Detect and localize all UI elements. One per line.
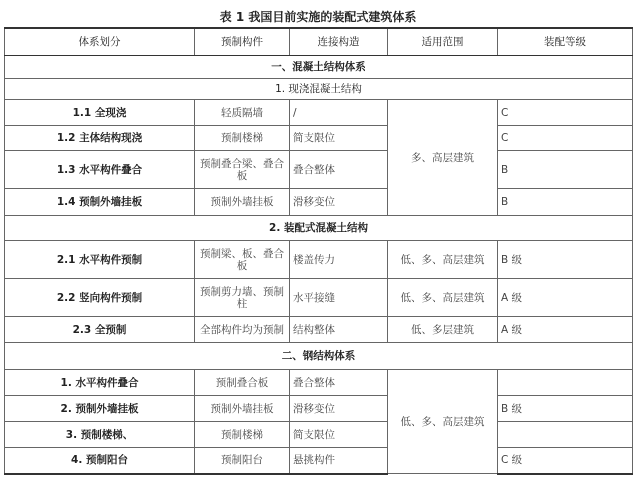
component-cell: 预制外墙挂板 (195, 396, 290, 422)
connection-cell: 结构整体 (290, 317, 388, 343)
table-row (5, 241, 633, 279)
component-cell: 预制剪力墙、预制柱 (195, 279, 290, 317)
table-row (5, 100, 633, 126)
grade-cell: C (498, 126, 633, 151)
header-component: 预制构件 (195, 28, 290, 56)
system-cell: 1.3 水平构件叠合 (5, 151, 195, 189)
assembly-system-table (4, 27, 633, 475)
header-scope: 适用范围 (388, 28, 498, 56)
grade-cell: C 级 (498, 448, 633, 474)
table-row (5, 396, 633, 422)
header-connection: 连接构造 (290, 28, 388, 56)
component-cell: 预制楼梯 (195, 422, 290, 448)
subsection-heading-cast-in-place: 1. 现浇混凝土结构 (5, 79, 633, 100)
component-cell: 全部构件均为预制 (195, 317, 290, 343)
scope-cell: 低、多、高层建筑 (388, 279, 498, 317)
component-cell: 轻质隔墙 (195, 100, 290, 126)
table-row (5, 422, 633, 448)
grade-cell: B 级 (498, 396, 633, 422)
connection-cell: 滑移变位 (290, 396, 388, 422)
system-cell: 2.3 全预制 (5, 317, 195, 343)
system-cell: 3. 预制楼梯、 (5, 422, 195, 448)
system-cell: 1. 水平构件叠合 (5, 370, 195, 396)
header-row (5, 28, 633, 56)
system-cell: 1.4 预制外墙挂板 (5, 189, 195, 216)
connection-cell: 水平接缝 (290, 279, 388, 317)
subsection-heading-prefab: 2. 装配式混凝土结构 (5, 216, 633, 241)
grade-cell: B (498, 189, 633, 216)
component-cell: 预制外墙挂板 (195, 189, 290, 216)
grade-cell: B (498, 151, 633, 189)
system-cell: 1.2 主体结构现浇 (5, 126, 195, 151)
table-row (5, 448, 633, 474)
grade-cell: A 级 (498, 317, 633, 343)
system-cell: 1.1 全现浇 (5, 100, 195, 126)
component-cell: 预制梁、板、叠合板 (195, 241, 290, 279)
grade-cell: A 级 (498, 279, 633, 317)
component-cell: 预制叠合板 (195, 370, 290, 396)
grade-cell (498, 370, 633, 396)
table-row (5, 151, 633, 189)
scope-cell: 低、多、高层建筑 (388, 241, 498, 279)
system-cell: 2.1 水平构件预制 (5, 241, 195, 279)
scope-cell: 多、高层建筑 (388, 100, 498, 216)
table-caption: 表 1 我国目前实施的装配式建筑体系 (219, 10, 417, 24)
header-grade: 装配等级 (498, 28, 633, 56)
connection-cell: 简支限位 (290, 422, 388, 448)
system-cell: 2. 预制外墙挂板 (5, 396, 195, 422)
connection-cell: 滑移变位 (290, 189, 388, 216)
component-cell: 预制阳台 (195, 448, 290, 474)
connection-cell: 叠合整体 (290, 151, 388, 189)
scope-cell: 低、多、高层建筑 (388, 370, 498, 474)
table-row (5, 189, 633, 216)
connection-cell: 悬挑构件 (290, 448, 388, 474)
connection-cell: 楼盖传力 (290, 241, 388, 279)
grade-cell: C (498, 100, 633, 126)
table-row (5, 279, 633, 317)
table-row (5, 317, 633, 343)
system-cell: 2.2 竖向构件预制 (5, 279, 195, 317)
header-system: 体系划分 (5, 28, 195, 56)
section-heading-steel: 二、钢结构体系 (5, 343, 633, 370)
connection-cell: / (290, 100, 388, 126)
table-row (5, 370, 633, 396)
table-row (5, 126, 633, 151)
section-heading-concrete: 一、混凝土结构体系 (5, 56, 633, 79)
connection-cell: 简支限位 (290, 126, 388, 151)
system-cell: 4. 预制阳台 (5, 448, 195, 474)
grade-cell: B 级 (498, 241, 633, 279)
scope-cell: 低、多层建筑 (388, 317, 498, 343)
connection-cell: 叠合整体 (290, 370, 388, 396)
component-cell: 预制叠合梁、叠合板 (195, 151, 290, 189)
component-cell: 预制楼梯 (195, 126, 290, 151)
grade-cell (498, 422, 633, 448)
